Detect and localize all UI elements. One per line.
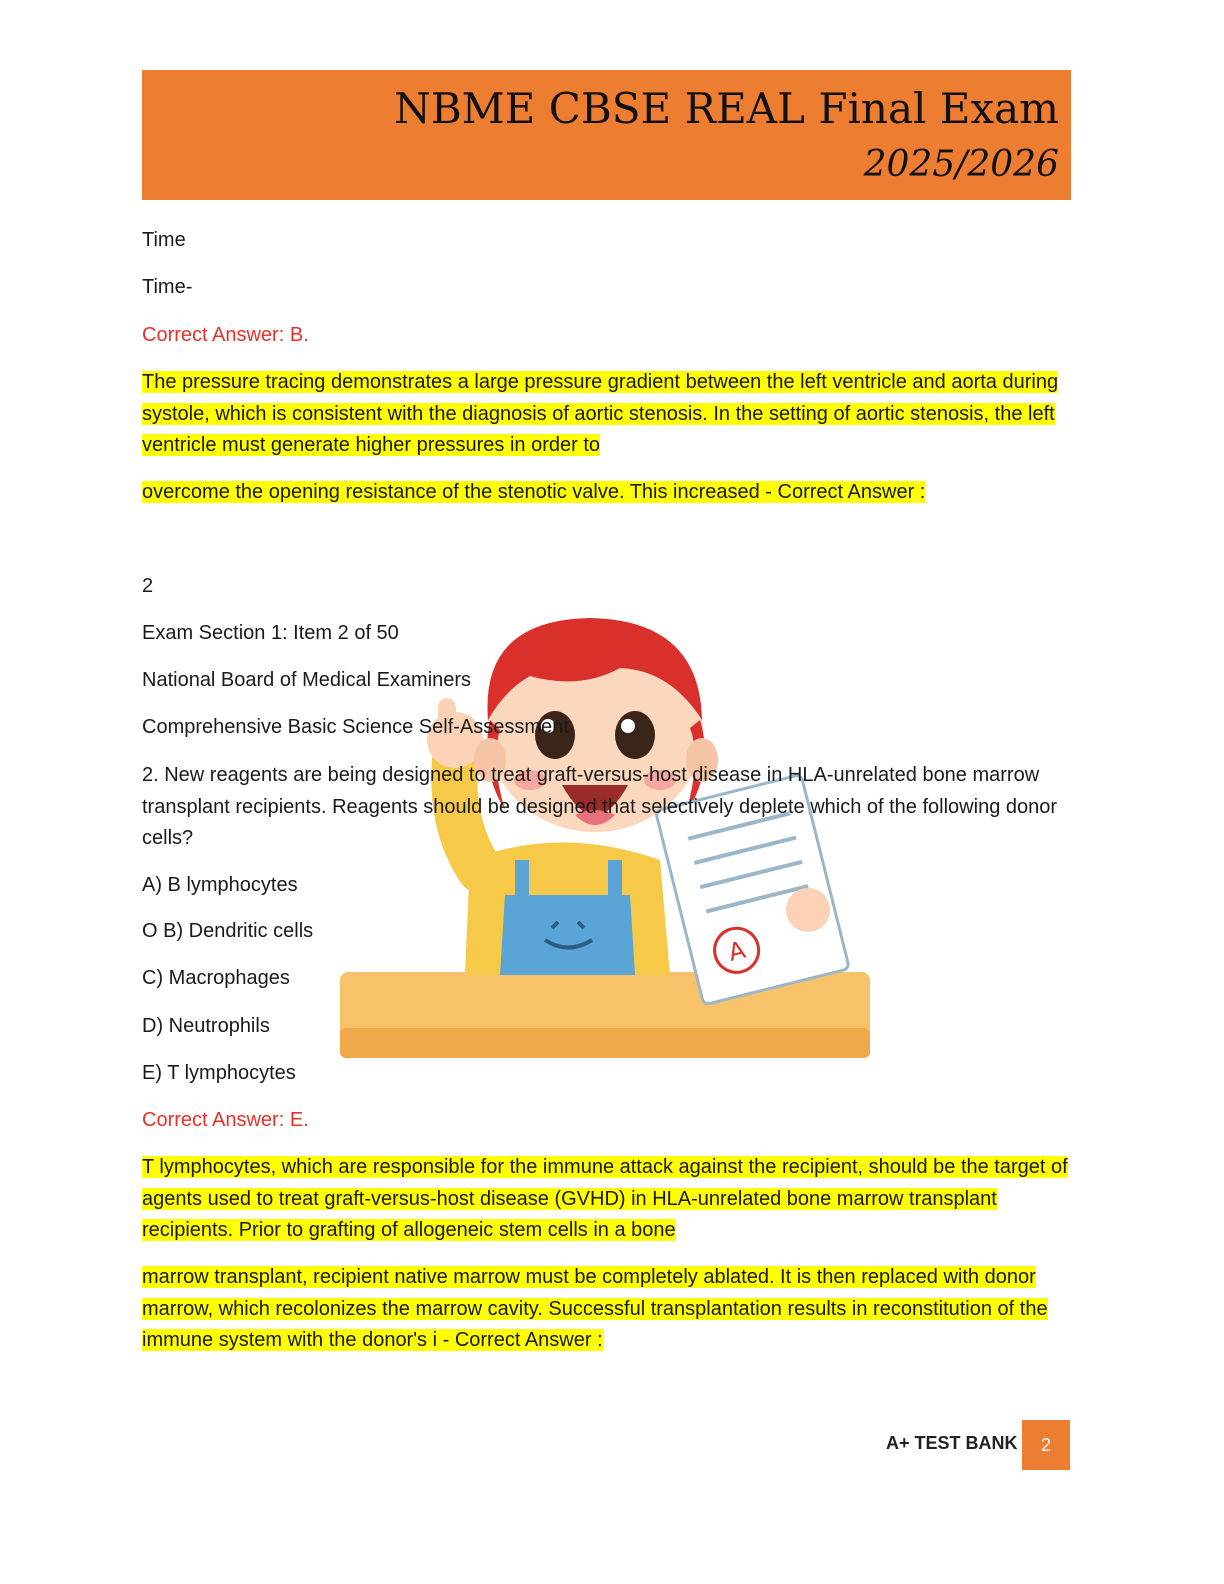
time-label: Time [142, 229, 186, 251]
option-d: D) Neutrophils [142, 1015, 270, 1037]
option-a: A) B lymphocytes [142, 874, 298, 896]
question-number: 2 [142, 575, 154, 597]
option-b: O B) Dendritic cells [142, 920, 314, 942]
option-e: E) T lymphocytes [142, 1062, 296, 1084]
correct-answer-q2: Correct Answer: E. [142, 1109, 309, 1131]
page-number: 2 [1022, 1420, 1070, 1470]
time-label-2: Time- [142, 276, 193, 298]
document-title: NBME CBSE REAL Final Exam [394, 84, 1059, 133]
document-year: 2025/2026 [863, 144, 1059, 185]
explanation-q2-part1: T lymphocytes, which are responsible for the immune attack against the recipient, should be the target of agents used to treat graft-versus-host disease (GVHD) in HLA-unrelated bone marrow transplant recipients. Prior to grafting of allogeneic stem cells in a bone [142, 1156, 1068, 1241]
board-name: National Board of Medical Examiners [142, 669, 472, 691]
correct-answer-q1: Correct Answer: B. [142, 324, 309, 346]
paper-grade: A [725, 935, 749, 967]
explanation-q1-part2: overcome the opening resistance of the stenotic valve. This increased - Correct Answer : [142, 481, 926, 503]
exam-section: Exam Section 1: Item 2 of 50 [142, 622, 399, 644]
assessment-name: Comprehensive Basic Science Self-Assessment [142, 716, 569, 738]
explanation-q1-part1: The pressure tracing demonstrates a large pressure gradient between the left ventricle and aorta during systole, which is consistent with the diagnosis of aortic stenosis. In the setting of aortic stenosis, the left ventricle must generate higher pressures in order to [142, 371, 1059, 456]
footer-label: A+ TEST BANK [886, 1433, 1018, 1453]
option-c: C) Macrophages [142, 967, 290, 989]
explanation-q2-part2: marrow transplant, recipient native marrow must be completely ablated. It is then replaced with donor marrow, which recolonizes the marrow cavity. Successful transplantation results in reconstitution of the immune system with the donor's i - Correct Answer : [142, 1266, 1048, 1351]
question-text: 2. New reagents are being designed to treat graft-versus-host disease in HLA-unrelated bone marrow transplant recipients. Reagents should be designed that selectively deplete which of the following donor cells? [142, 764, 1058, 849]
